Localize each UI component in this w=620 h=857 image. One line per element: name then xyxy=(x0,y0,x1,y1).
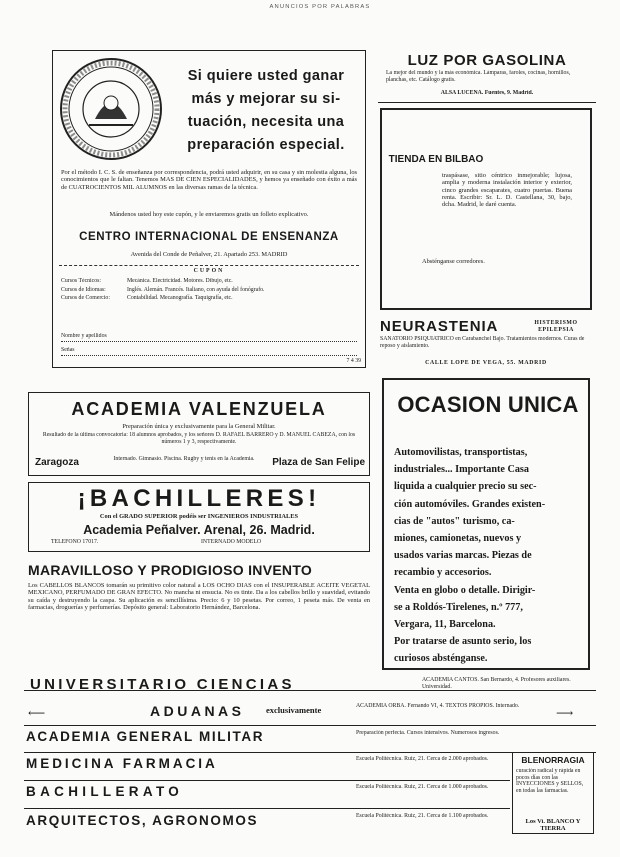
cupon-row-label: Cursos de Idiomas: xyxy=(61,286,106,293)
militar-side: Preparación perfecta. Cursos intensivos. Numerosos ingresos. xyxy=(356,730,500,736)
cupon-row xyxy=(61,278,357,285)
bachilleres-phone: TELEFONO 17017. xyxy=(51,539,99,545)
tienda-footer: Absténganse corredores. xyxy=(422,258,485,265)
centro-title: CENTRO INTERNACIONAL DE ENSEÑANZA xyxy=(79,231,339,243)
centro-lead-line: tuación, necesita una xyxy=(187,114,345,130)
neurastenia-ad xyxy=(380,318,592,370)
cupon-row-label: Cursos de Comercio: xyxy=(61,295,110,302)
ocasion-title: OCASION UNICA xyxy=(397,392,579,417)
bachilleres-title: ¡BACHILLERES! xyxy=(77,485,321,511)
ocasion-line: industriales... Importante Casa xyxy=(394,464,529,476)
valenzuela-ad xyxy=(28,392,370,476)
aduanas-label: exclusivamente xyxy=(266,707,322,715)
medicina-side: Escuela Politécnica. Ruiz, 21. Cerca de 2.000 aprobados. xyxy=(356,756,489,762)
cupon-row-text: Inglés. Alemán. Francés. Italiano, con ayuda del fonógrafo. xyxy=(127,286,265,293)
ocasion-line: recambio y accesorios. xyxy=(394,567,492,579)
bachilleres-sub: Con el GRADO SUPERIOR podéis ser INGENIEROS INDUSTRIALES xyxy=(99,513,299,520)
bachillerato-title: BACHILLERATO xyxy=(26,784,184,799)
form-address-field[interactable]: Señas xyxy=(61,347,357,356)
bachillerato-side: Escuela Politécnica. Ruiz, 21. Cerca de 1.000 aprobados. xyxy=(356,784,489,790)
universitario-side: ACADEMIA CANTOS. San Bernardo, 4. Profesores auxiliares. Universidad. xyxy=(422,677,571,690)
valenzuela-title: ACADEMIA VALENZUELA xyxy=(71,399,327,419)
header-line: ANUNCIOS POR PALABRAS xyxy=(269,4,371,10)
universitario-title: UNIVERSITARIO CIENCIAS xyxy=(30,676,295,693)
ocasion-line: liquida a cualquier precio su sec- xyxy=(394,481,537,493)
centro-lead-line: Si quiere usted ganar xyxy=(187,68,345,84)
arquitectos-title: ARQUITECTOS, AGRONOMOS xyxy=(26,813,259,828)
neurastenia-side: HISTERISMO EPILEPSIA xyxy=(534,320,578,333)
ocasion-line: curiosos absténganse. xyxy=(394,653,488,664)
cupon-row-label: Cursos Técnicos: xyxy=(61,278,101,284)
neurastenia-title: NEURASTENIA xyxy=(380,318,499,335)
valenzuela-text: Resultado de la última convocatoria: 18 alumnos aprobados, y los señores D. RAFAEL BARRERO y D. MANUEL CABEZA, con los números 1 y 3, respectivamente. xyxy=(42,432,356,445)
tienda-ad xyxy=(380,108,592,310)
maravilloso-ad xyxy=(28,560,370,684)
valenzuela-mid: Internado. Gimnasio. Piscina. Rugby y tenis en la Academia. xyxy=(113,456,255,462)
ocasion-line: ción automóviles. Grandes existen- xyxy=(394,498,546,510)
arquitectos-side: Escuela Politécnica. Ruiz, 21. Cerca de 1.100 aprobados. xyxy=(356,813,489,819)
valenzuela-city: Zaragoza xyxy=(35,457,79,468)
centro-code: 7 4 39 xyxy=(346,358,361,364)
cupon-row xyxy=(61,287,357,294)
valenzuela-sub: Preparación única y exclusivamente para la General Militar. xyxy=(122,423,276,430)
militar-title: ACADEMIA GENERAL MILITAR xyxy=(26,729,265,744)
maravilloso-title: MARAVILLOSO Y PRODIGIOSO INVENTO xyxy=(28,562,313,578)
tienda-title: TIENDA EN BILBAO xyxy=(388,154,484,165)
blenorragia-text: curación radical y rápida en pocos días con las INYECCIONES y SELLOS, en todas las farmacias. xyxy=(516,768,584,794)
bachilleres-ad xyxy=(28,482,370,552)
cupon-rows xyxy=(61,278,357,322)
cupon-row-text: Contabilidad. Mecanografía. Taquigrafía, etc. xyxy=(127,295,233,302)
centro-lead-line: más y mejorar su si- xyxy=(191,91,341,107)
gasolina-text: La mejor del mundo y la más económica. Lámparas, faroles, cocinas, hornillos, planchas, etc. Catálogo gratis. xyxy=(386,70,571,83)
gasolina-footer: ALSA LUCENA. Fuentes, 9. Madrid. xyxy=(440,90,534,96)
ocasion-text xyxy=(394,444,582,664)
blenorragia-footer: Los Vi. BLANCO Y TIERRA xyxy=(525,819,581,832)
seal-icon xyxy=(59,57,163,161)
cupon-row-text: Mecánica. Electricidad. Motores. Dibujo, etc. xyxy=(127,278,233,284)
ocasion-ad xyxy=(382,378,590,670)
aduanas-title: ADUANAS xyxy=(150,703,245,719)
centro-lead xyxy=(171,65,361,161)
gasolina-title: LUZ POR GASOLINA xyxy=(407,52,567,69)
centro-body1: Por el método I. C. S. de enseñanza por correspondencia, podrá usted adquirir, en su casa y sin molestia alguna, los conocimientos que le faltan. Tenemos MAS DE CIEN ESPECIALIDADES, y hemos ya enseñado con éxito a más de CUATROCIENTOS MIL ALUMNOS en las diversas ramas de la técnica. xyxy=(61,169,357,191)
ocasion-line: se a Roldós-Tirelenes, n.º 777, xyxy=(394,601,523,613)
gasolina-ad xyxy=(384,52,590,100)
ocasion-line: miones, camionetas, nuevos y xyxy=(394,533,522,545)
ocasion-line: Por tratarse de asunto serio, los xyxy=(394,636,532,648)
centro-address: Avenida del Conde de Peñalver, 21. Apartado 253. MADRID xyxy=(130,251,288,258)
cupon-row xyxy=(61,295,357,302)
aduanas-side: ACADEMIA ORBA. Fernando VI, 4. TEXTOS PROPIOS. Internado. xyxy=(356,703,520,709)
bachilleres-internado: INTERNADO MODELO xyxy=(201,539,262,545)
ocasion-line: usados varias marcas. Piezas de xyxy=(394,550,532,562)
ocasion-line: Automovilistas, transportistas, xyxy=(394,447,528,458)
arrow-right-icon: ⟶ xyxy=(556,706,574,720)
valenzuela-address: Plaza de San Felipe xyxy=(272,457,365,468)
maravilloso-text: Los CABELLOS BLANCOS tomarán su primitivo color natural a LOS OCHO DIAS con el INSUPERABLE ACEITE VEGETAL MEXICANO, PERFUMADO DE GRAN EFECTO. No mancha ni ensucia. No es tinte. Da a los cabellos brillo y suavidad, evitando su caída y destruyendo la caspa. Su aplicación es sencillísima. Precio: 6 y 10 pesetas. Por correo, 1 peseta más. De venta en farmacias, droguerías y perfumerías. Depósito general: Laboratorio Hernández, Barcelona. xyxy=(28,582,370,611)
medicina-title: MEDICINA FARMACIA xyxy=(26,756,218,771)
neurastenia-footer: CALLE LOPE DE VEGA, 55. MADRID xyxy=(425,360,547,366)
tienda-text: traspásase, sitio céntrico inmejorable; lujosa, amplia y moderna instalación interior y exterior, cinco grandes escaparates, cuatro puertas. Buena renta. Escribir: Sr. L. D. Castellana, 30, bajo, dcha. Madrid, le daré cuenta. xyxy=(442,172,572,209)
blenorragia-ad xyxy=(512,752,594,834)
ocasion-line: cias de "autos" turismo, ca- xyxy=(394,515,515,527)
centro-lead-line: preparación especial. xyxy=(187,137,345,153)
centro-ad xyxy=(52,50,366,368)
form-name-field[interactable]: Nombre y apellidos xyxy=(61,333,357,342)
cupon-label: CUPON xyxy=(193,268,225,274)
arrow-left-icon: ⟵ xyxy=(28,706,46,720)
blenorragia-title: BLENORRAGIA xyxy=(521,755,585,765)
ocasion-line: Vergara, 11, Barcelona. xyxy=(394,619,496,631)
neurastenia-text: SANATORIO PSIQUIATRICO en Carabanchel Bajo. Tratamientos modernos. Curas de reposo y aislamiento. xyxy=(380,336,585,349)
bachilleres-academy: Academia Peñalver. Arenal, 26. Madrid. xyxy=(83,523,315,537)
ocasion-line: Venta en globo o detalle. Dirigir- xyxy=(394,584,536,596)
centro-body2: Mándenos usted hoy este cupón, y le enviaremos gratis un folleto explicativo. xyxy=(109,211,309,218)
